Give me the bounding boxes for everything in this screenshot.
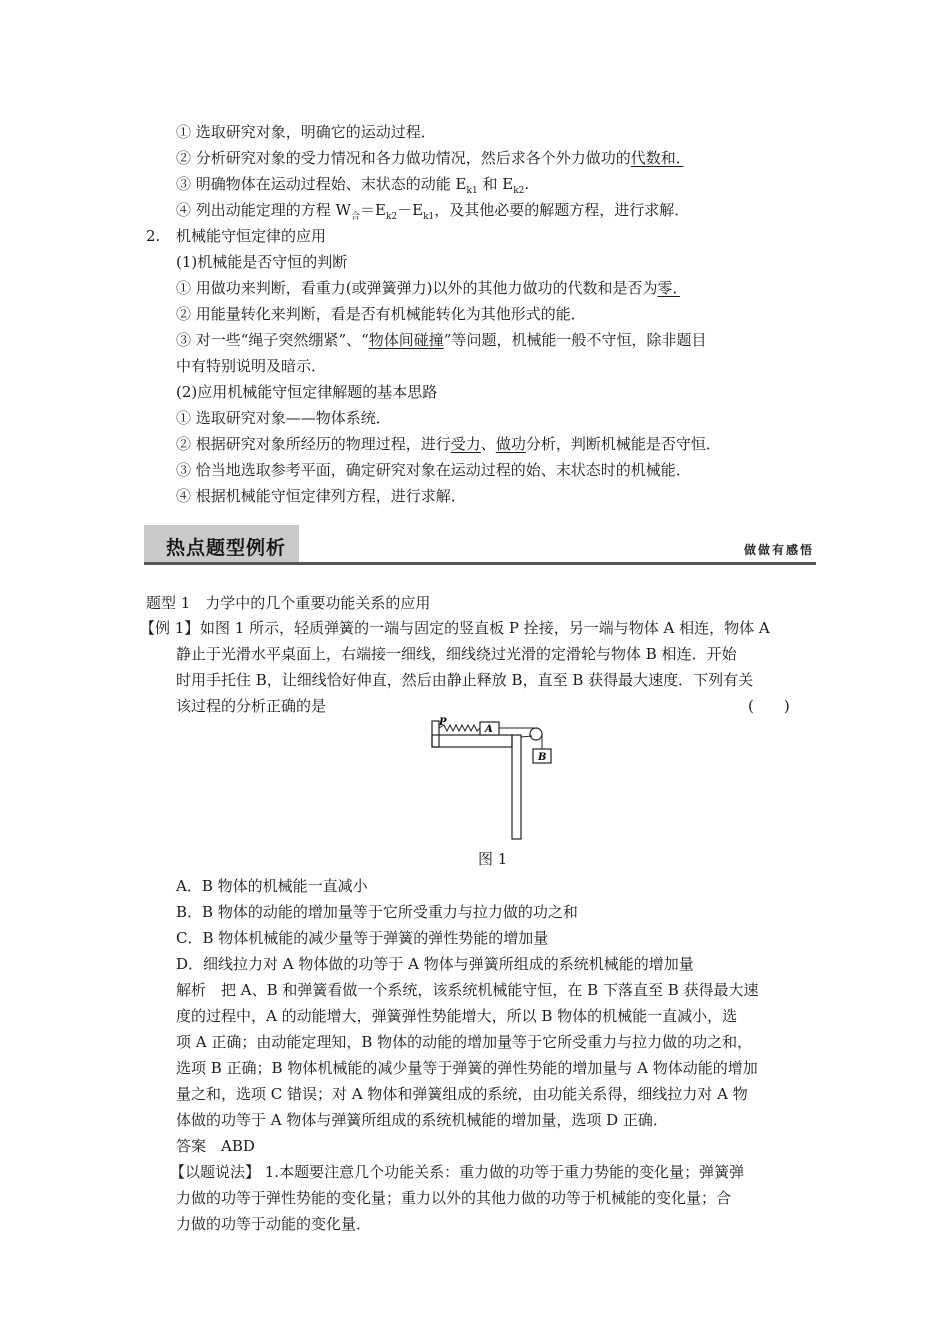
analysis-line-2: 度的过程中，A 的动能增大，弹簧弹性势能增大，所以 B 物体的机械能一直减小，选 [176, 1007, 738, 1025]
step-4-mid: ＝E [359, 201, 386, 219]
step-4-minus: －E [397, 201, 424, 219]
analysis-line-4: 选项 B 正确；B 物体机械能的减少量等于弹簧的弹性势能的增加量与 A 物体动能的增加 [176, 1059, 758, 1077]
step-4-end: ，及其他必要的解题方程，进行求解． [434, 201, 690, 219]
option-d: D．细线拉力对 A 物体做的功等于 A 物体与弹簧所组成的系统机械能的增加量 [176, 955, 694, 973]
banner-title: 热点题型例析 [166, 537, 287, 559]
step-3-sub1: k1 [466, 186, 478, 196]
step-3-text: ③ 明确物体在运动过程始、末状态的动能 E [176, 175, 467, 193]
pulley [530, 728, 542, 740]
step-3-end: . [524, 175, 530, 193]
section-2-heading: 机械能守恒定律的应用 [176, 227, 327, 245]
method-2-text-a: ② 根据研究对象所经历的物理过程，进行 [176, 435, 451, 453]
analysis-line-1: 解析 把 A、B 和弹簧看做一个系统，该系统机械能守恒，在 B 下落直至 B 获得最大速 [176, 981, 759, 999]
section-banner [144, 525, 816, 565]
step-4-sub2: k2 [385, 212, 398, 222]
judge-1-text: ① 用做功来判断，看重力(或弹簧弹力)以外的其他力做功的代数和是否为 [176, 279, 658, 297]
note-line-3: 力做的功等于动能的变化量． [176, 1215, 372, 1233]
method-2-sep: 、 [480, 435, 496, 453]
note-line-1: 【以题说法】 1.本题要注意几个功能关系：重力做的功等于重力势能的变化量；弹簧弹 [170, 1163, 745, 1181]
answer-parentheses: ( ) [748, 697, 790, 715]
judge-2: ② 用能量转化来判断，看是否有机械能转化为其他形式的能． [176, 305, 586, 323]
judge-3-underline: 物体间碰撞 [368, 331, 444, 349]
judge-1 [176, 278, 695, 298]
judge-3-text-b: ”等问题，机械能一般不守恒，除非题目 [443, 331, 707, 349]
analysis-line-3: 项 A 正确；由动能定理知，B 物体的动能的增加量等于它所受重力与拉力做的功之和， [176, 1033, 753, 1051]
step-2-text: ② 分析研究对象的受力情况和各力做功情况，然后求各个外力做功的 [176, 149, 631, 167]
step-4-text: ④ 列出动能定理的方程 W [176, 201, 351, 219]
step-4-sub: 合 [350, 212, 360, 222]
judge-3 [176, 330, 706, 350]
question-type-title: 题型 1 力学中的几个重要功能关系的应用 [146, 594, 431, 612]
label-b: B [538, 752, 547, 763]
step-3-mid: 和 E [477, 175, 514, 193]
table-leg [512, 735, 521, 839]
board-p [432, 721, 439, 747]
judge-3-text-a: ③ 对一些“绳子突然绷紧”、“ [176, 331, 369, 349]
judge-3-cont: 中有特别说明及暗示． [176, 357, 327, 375]
table-top [432, 735, 512, 747]
banner-rule [144, 562, 816, 565]
question-line-3: 时用手托住 B，让细线恰好伸直，然后由静止释放 B，直至 B 获得最大速度．下列有关 [176, 671, 754, 689]
step-3 [176, 174, 529, 201]
label-p: P [439, 717, 447, 728]
note-line-2: 力做的功等于弹性势能的变化量；重力以外的其他力做的功等于机械能的变化量；合 [176, 1189, 732, 1207]
label-a: A [485, 724, 493, 735]
method-2-underline-1: 受力 [450, 435, 481, 453]
section-2-number: 2. [146, 227, 161, 245]
subheading-1: (1)机械能是否守恒的判断 [176, 253, 348, 271]
example-label: 【例 1】 [140, 619, 200, 637]
step-3-sub2: k2 [513, 186, 525, 196]
judge-1-underline: 零． [657, 279, 680, 297]
answer-line: 答案 ABD [176, 1137, 255, 1155]
option-a: A．B 物体的机械能一直减小 [176, 877, 368, 895]
analysis-line-5: 量之和，选项 C 错误；对 A 物体和弹簧组成的系统，由功能关系得，细线拉力对 A 物 [176, 1085, 748, 1103]
figure-1-diagram [430, 715, 560, 845]
banner-tagline: 做做有感悟 [743, 543, 814, 557]
step-2-underline: 代数和． [630, 149, 684, 167]
figure-caption: 图 1 [478, 850, 508, 868]
method-2 [176, 434, 721, 454]
step-1: ① 选取研究对象，明确它的运动过程． [176, 123, 436, 141]
subheading-2: (2)应用机械能守恒定律解题的基本思路 [176, 383, 438, 401]
option-b: B．B 物体的动能的增加量等于它所受重力与拉力做的功之和 [176, 903, 578, 921]
method-2-underline-2: 做功 [495, 435, 526, 453]
method-2-text-c: 分析，判断机械能是否守恒． [525, 435, 721, 453]
question-line-1: 如图 1 所示，轻质弹簧的一端与固定的竖直板 P 拴接，另一端与物体 A 相连，物体 A [200, 619, 770, 637]
question-line-4: 该过程的分析正确的是 [176, 697, 327, 715]
analysis-line-6: 体做的功等于 A 物体与弹簧所组成的系统机械能的增加量，选项 D 正确． [176, 1111, 668, 1129]
method-4: ④ 根据机械能守恒定律列方程，进行求解． [176, 487, 466, 505]
question-line-2: 静止于光滑水平桌面上，右端接一细线，细线绕过光滑的定滑轮与物体 B 相连．开始 [176, 645, 737, 663]
step-4 [176, 200, 689, 227]
method-1: ① 选取研究对象——物体系统． [176, 409, 391, 427]
method-3: ③ 恰当地选取参考平面，确定研究对象在运动过程的始、末状态时的机械能． [176, 461, 691, 479]
option-c: C．B 物体机械能的减少量等于弹簧的弹性势能的增加量 [176, 929, 549, 947]
step-4-sub3: k1 [423, 212, 435, 222]
step-2 [176, 148, 713, 168]
